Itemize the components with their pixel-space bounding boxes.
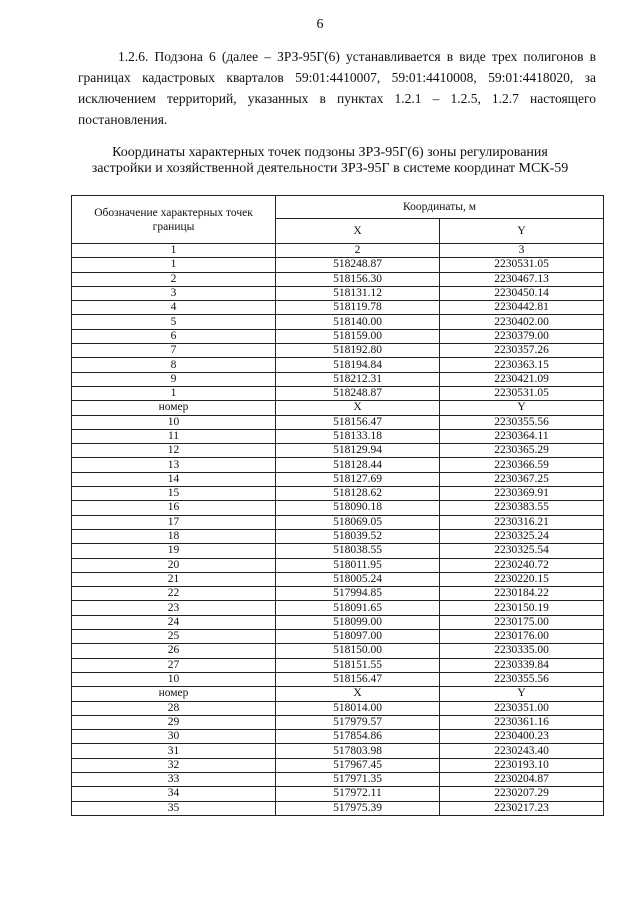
point-number-cell: 17: [72, 515, 276, 529]
y-coordinate-cell: 2230450.14: [440, 286, 604, 300]
table-row: [72, 730, 604, 744]
table-row: [72, 587, 604, 601]
table-row: [72, 329, 604, 343]
point-number-cell: 10: [72, 415, 276, 429]
x-coordinate-cell: 517994.85: [276, 587, 440, 601]
point-number-cell: 20: [72, 558, 276, 572]
point-number-cell: 29: [72, 715, 276, 729]
y-coordinate-cell: 2230379.00: [440, 329, 604, 343]
point-number-cell: 3: [72, 286, 276, 300]
table-row: [72, 701, 604, 715]
point-number-cell: 33: [72, 772, 276, 786]
table-row: [72, 644, 604, 658]
x-coordinate-cell: 518131.12: [276, 286, 440, 300]
x-coordinate-cell: 517854.86: [276, 730, 440, 744]
x-coordinate-cell: X: [276, 401, 440, 415]
page-number: 6: [316, 17, 324, 32]
table-row: [72, 744, 604, 758]
table-row: [72, 801, 604, 815]
point-number-cell: 2: [72, 272, 276, 286]
table-row: [72, 487, 604, 501]
table-row: [72, 358, 604, 372]
x-coordinate-cell: 518090.18: [276, 501, 440, 515]
table-row: [72, 444, 604, 458]
y-coordinate-cell: 2230442.81: [440, 301, 604, 315]
table-row: [72, 501, 604, 515]
point-number-cell: 19: [72, 544, 276, 558]
y-coordinate-cell: 2230421.09: [440, 372, 604, 386]
y-coordinate-cell: 2230184.22: [440, 587, 604, 601]
coordinates-table-body: [72, 258, 604, 816]
table-row: [72, 372, 604, 386]
point-number-cell: 34: [72, 787, 276, 801]
y-coordinate-cell: 2230369.91: [440, 487, 604, 501]
x-coordinate-cell: 517979.57: [276, 715, 440, 729]
y-coordinate-cell: 2230365.29: [440, 444, 604, 458]
point-number-cell: 11: [72, 429, 276, 443]
x-coordinate-cell: 518005.24: [276, 572, 440, 586]
x-coordinate-cell: 517972.11: [276, 787, 440, 801]
x-coordinate-cell: X: [276, 687, 440, 701]
x-coordinate-cell: 518119.78: [276, 301, 440, 315]
point-number-cell: 31: [72, 744, 276, 758]
column-number-row: [72, 244, 604, 258]
x-coordinate-cell: 518039.52: [276, 529, 440, 543]
table-row: [72, 529, 604, 543]
table-row: [72, 601, 604, 615]
point-number-cell: 1: [72, 258, 276, 272]
table-row: [72, 272, 604, 286]
table-title-line-2: застройки и хозяйственной деятельности ЗРЗ-95Г в системе координат МСК-59: [91, 161, 569, 176]
table-row: [72, 429, 604, 443]
y-coordinate-cell: 2230150.19: [440, 601, 604, 615]
point-number-cell: 27: [72, 658, 276, 672]
header-x: X: [276, 219, 440, 244]
y-coordinate-cell: 2230204.87: [440, 772, 604, 786]
table-row: [72, 787, 604, 801]
point-number-cell: 4: [72, 301, 276, 315]
point-number-cell: номер: [72, 401, 276, 415]
x-coordinate-cell: 518127.69: [276, 472, 440, 486]
point-number-cell: 30: [72, 730, 276, 744]
x-coordinate-cell: 518156.30: [276, 272, 440, 286]
point-number-cell: 1: [72, 386, 276, 400]
point-number-cell: 7: [72, 344, 276, 358]
y-coordinate-cell: 2230357.26: [440, 344, 604, 358]
y-coordinate-cell: 2230361.16: [440, 715, 604, 729]
table-title: [60, 145, 600, 177]
table-row: [72, 315, 604, 329]
x-coordinate-cell: 518151.55: [276, 658, 440, 672]
coordinates-table: [71, 195, 604, 816]
y-coordinate-cell: 2230355.56: [440, 672, 604, 686]
point-number-cell: 15: [72, 487, 276, 501]
point-number-cell: 22: [72, 587, 276, 601]
y-coordinate-cell: Y: [440, 687, 604, 701]
x-coordinate-cell: 518128.62: [276, 487, 440, 501]
y-coordinate-cell: 2230335.00: [440, 644, 604, 658]
y-coordinate-cell: 2230367.25: [440, 472, 604, 486]
column-number: 3: [440, 244, 604, 258]
table-row: [72, 415, 604, 429]
table-row: [72, 687, 604, 701]
table-row: [72, 386, 604, 400]
x-coordinate-cell: 518192.80: [276, 344, 440, 358]
point-number-cell: 23: [72, 601, 276, 615]
point-number-cell: 13: [72, 458, 276, 472]
x-coordinate-cell: 518248.87: [276, 258, 440, 272]
y-coordinate-cell: 2230193.10: [440, 758, 604, 772]
x-coordinate-cell: 518128.44: [276, 458, 440, 472]
y-coordinate-cell: 2230383.55: [440, 501, 604, 515]
y-coordinate-cell: 2230217.23: [440, 801, 604, 815]
x-coordinate-cell: 518159.00: [276, 329, 440, 343]
x-coordinate-cell: 518133.18: [276, 429, 440, 443]
point-number-cell: 12: [72, 444, 276, 458]
table-row: [72, 772, 604, 786]
table-row: [72, 558, 604, 572]
y-coordinate-cell: 2230351.00: [440, 701, 604, 715]
table-row: [72, 515, 604, 529]
table-row: [72, 544, 604, 558]
x-coordinate-cell: 518069.05: [276, 515, 440, 529]
y-coordinate-cell: 2230355.56: [440, 415, 604, 429]
table-row: [72, 472, 604, 486]
x-coordinate-cell: 518014.00: [276, 701, 440, 715]
x-coordinate-cell: 518248.87: [276, 386, 440, 400]
point-number-cell: 25: [72, 630, 276, 644]
point-number-cell: 16: [72, 501, 276, 515]
table-row: [72, 301, 604, 315]
point-number-cell: 28: [72, 701, 276, 715]
header-y: Y: [440, 219, 604, 244]
x-coordinate-cell: 518011.95: [276, 558, 440, 572]
column-number: 1: [72, 244, 276, 258]
y-coordinate-cell: Y: [440, 401, 604, 415]
y-coordinate-cell: 2230176.00: [440, 630, 604, 644]
table-row: [72, 672, 604, 686]
column-number: 2: [276, 244, 440, 258]
x-coordinate-cell: 518099.00: [276, 615, 440, 629]
y-coordinate-cell: 2230207.29: [440, 787, 604, 801]
x-coordinate-cell: 518156.47: [276, 672, 440, 686]
y-coordinate-cell: 2230364.11: [440, 429, 604, 443]
table-row: [72, 458, 604, 472]
x-coordinate-cell: 518212.31: [276, 372, 440, 386]
header-designation: Обозначение характерных точек границы: [72, 196, 276, 244]
point-number-cell: 21: [72, 572, 276, 586]
table-row: [72, 658, 604, 672]
y-coordinate-cell: 2230243.40: [440, 744, 604, 758]
y-coordinate-cell: 2230240.72: [440, 558, 604, 572]
point-number-cell: 24: [72, 615, 276, 629]
y-coordinate-cell: 2230400.23: [440, 730, 604, 744]
point-number-cell: 10: [72, 672, 276, 686]
table-row: [72, 715, 604, 729]
point-number-cell: 6: [72, 329, 276, 343]
table-row: [72, 286, 604, 300]
x-coordinate-cell: 518091.65: [276, 601, 440, 615]
y-coordinate-cell: 2230316.21: [440, 515, 604, 529]
x-coordinate-cell: 517803.98: [276, 744, 440, 758]
x-coordinate-cell: 518129.94: [276, 444, 440, 458]
table-row: [72, 630, 604, 644]
table-row: [72, 344, 604, 358]
y-coordinate-cell: 2230175.00: [440, 615, 604, 629]
y-coordinate-cell: 2230325.54: [440, 544, 604, 558]
x-coordinate-cell: 518150.00: [276, 644, 440, 658]
point-number-cell: 35: [72, 801, 276, 815]
y-coordinate-cell: 2230325.24: [440, 529, 604, 543]
point-number-cell: номер: [72, 687, 276, 701]
point-number-cell: 26: [72, 644, 276, 658]
table-row: [72, 615, 604, 629]
y-coordinate-cell: 2230363.15: [440, 358, 604, 372]
point-number-cell: 8: [72, 358, 276, 372]
x-coordinate-cell: 517971.35: [276, 772, 440, 786]
y-coordinate-cell: 2230531.05: [440, 258, 604, 272]
table-row: [72, 258, 604, 272]
table-row: [72, 572, 604, 586]
x-coordinate-cell: 518038.55: [276, 544, 440, 558]
subzone-paragraph: 1.2.6. Подзона 6 (далее – ЗРЗ-95Г(6) устанавливается в виде трех полигонов в границах кадастровых кварталов 59:01:4410007, 59:01:4410008, 59:01:4418020, за исключением территорий, указанных в пунктах 1.2.1 – 1.2.5, 1.2.7 настоящего постановления.: [78, 49, 596, 127]
y-coordinate-cell: 2230531.05: [440, 386, 604, 400]
x-coordinate-cell: 518140.00: [276, 315, 440, 329]
y-coordinate-cell: 2230220.15: [440, 572, 604, 586]
y-coordinate-cell: 2230366.59: [440, 458, 604, 472]
y-coordinate-cell: 2230339.84: [440, 658, 604, 672]
point-number-cell: 5: [72, 315, 276, 329]
point-number-cell: 32: [72, 758, 276, 772]
y-coordinate-cell: 2230402.00: [440, 315, 604, 329]
header-coordinates: Координаты, м: [276, 196, 604, 219]
point-number-cell: 14: [72, 472, 276, 486]
x-coordinate-cell: 518194.84: [276, 358, 440, 372]
table-row: [72, 401, 604, 415]
table-row: [72, 758, 604, 772]
point-number-cell: 9: [72, 372, 276, 386]
x-coordinate-cell: 518097.00: [276, 630, 440, 644]
x-coordinate-cell: 518156.47: [276, 415, 440, 429]
x-coordinate-cell: 517967.45: [276, 758, 440, 772]
point-number-cell: 18: [72, 529, 276, 543]
table-title-line-1: Координаты характерных точек подзоны ЗРЗ-95Г(6) зоны регулирования: [112, 145, 548, 160]
y-coordinate-cell: 2230467.13: [440, 272, 604, 286]
x-coordinate-cell: 517975.39: [276, 801, 440, 815]
